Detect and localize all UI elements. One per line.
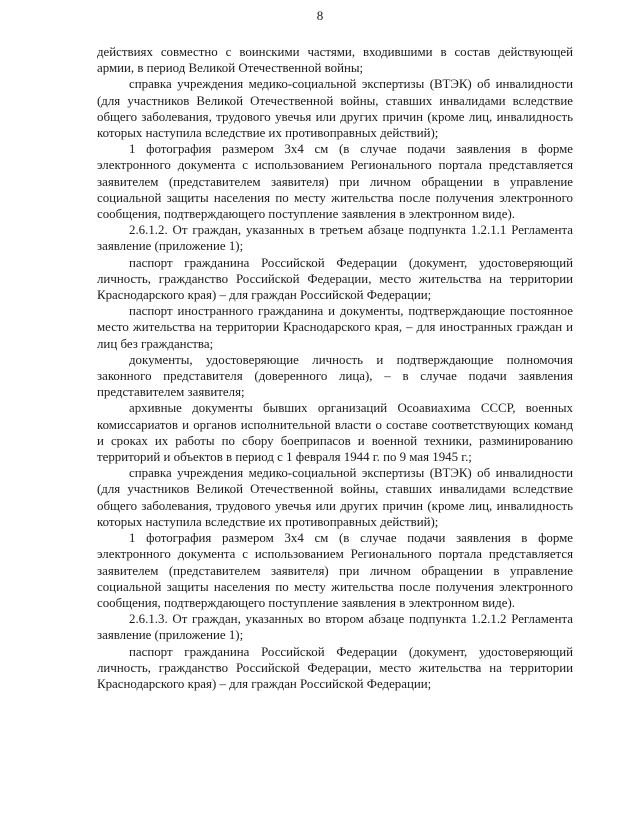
paragraph-photo-2: 1 фотография размером 3х4 см (в случае подачи заявления в форме электронного документа с использованием Регионального портала представляется заявителем (представителем заявителя) при личном обращении в управление социальной защиты населения по месту жительства после получения электронного сообщения, подтверждающего поступление заявления в электронном виде). <box>97 531 573 610</box>
paragraph-photo: 1 фотография размером 3х4 см (в случае подачи заявления в форме электронного документа с использованием Регионального портала представляется заявителем (представителем заявителя) при личном обращении в управление социальной защиты населения по месту жительства после получения электронного сообщения, подтверждающего поступление заявления в электронном виде). <box>97 142 573 222</box>
paragraph-archive-docs: архивные документы бывших организаций Осоавиахима СССР, военных комиссариатов и органов исполнительной власти о составе соответствующих команд и сроках их работы по сбору боеприпасов и военной техники, разминированию территорий и объектов в период с 1 февраля 1944 г. по 9 мая 1945 г.; <box>97 401 573 465</box>
paragraph-vtek-certificate-2: справка учреждения медико-социальной экспертизы (ВТЭК) об инвалидности (для участников Великой Отечественной войны, ставших инвалидами вследствие общего заболевания, трудового увечья или других причин (кроме лиц, инвалидность которых наступила вследствие их противоправных действий); <box>97 466 573 529</box>
page-number: 8 <box>316 8 324 23</box>
paragraph-foreign-passport: паспорт иностранного гражданина и документы, подтверждающие постоянное место жительства на территории Краснодарского края, – для иностранных граждан и лиц без гражданства; <box>97 304 573 351</box>
paragraph-section-2-6-1-2: 2.6.1.2. От граждан, указанных в третьем абзаце подпункта 1.2.1.1 Регламента заявление (приложение 1); <box>97 223 573 254</box>
paragraph-representative-docs: документы, удостоверяющие личность и подтверждающие полномочия законного представителя (доверенного лица), – в случае подачи заявления представителем заявителя; <box>97 352 573 400</box>
paragraph-passport-rf: паспорт гражданина Российской Федерации (документ, удостоверяющий личность, гражданство Российской Федерации, место жительства на территории Краснодарского края) – для граждан Российской Федерации; <box>97 255 573 303</box>
document-body <box>97 44 573 692</box>
paragraph-section-2-6-1-3: 2.6.1.3. От граждан, указанных во втором абзаце подпункта 1.2.1.2 Регламента заявление (приложение 1); <box>97 612 573 643</box>
paragraph-continuation: действиях совместно с воинскими частями, входившими в состав действующей армии, в период Великой Отечественной войны; <box>97 45 573 76</box>
paragraph-vtek-certificate: справка учреждения медико-социальной экспертизы (ВТЭК) об инвалидности (для участников Великой Отечественной войны, ставших инвалидами вследствие общего заболевания, трудового увечья или других причин (кроме лиц, инвалидность которых наступила вследствие их противоправных действий); <box>97 77 573 141</box>
paragraph-passport-rf-2: паспорт гражданина Российской Федерации (документ, удостоверяющий личность, гражданство Российской Федерации, место жительства на территории Краснодарского края) – для граждан Российской Федерации; <box>97 644 573 691</box>
